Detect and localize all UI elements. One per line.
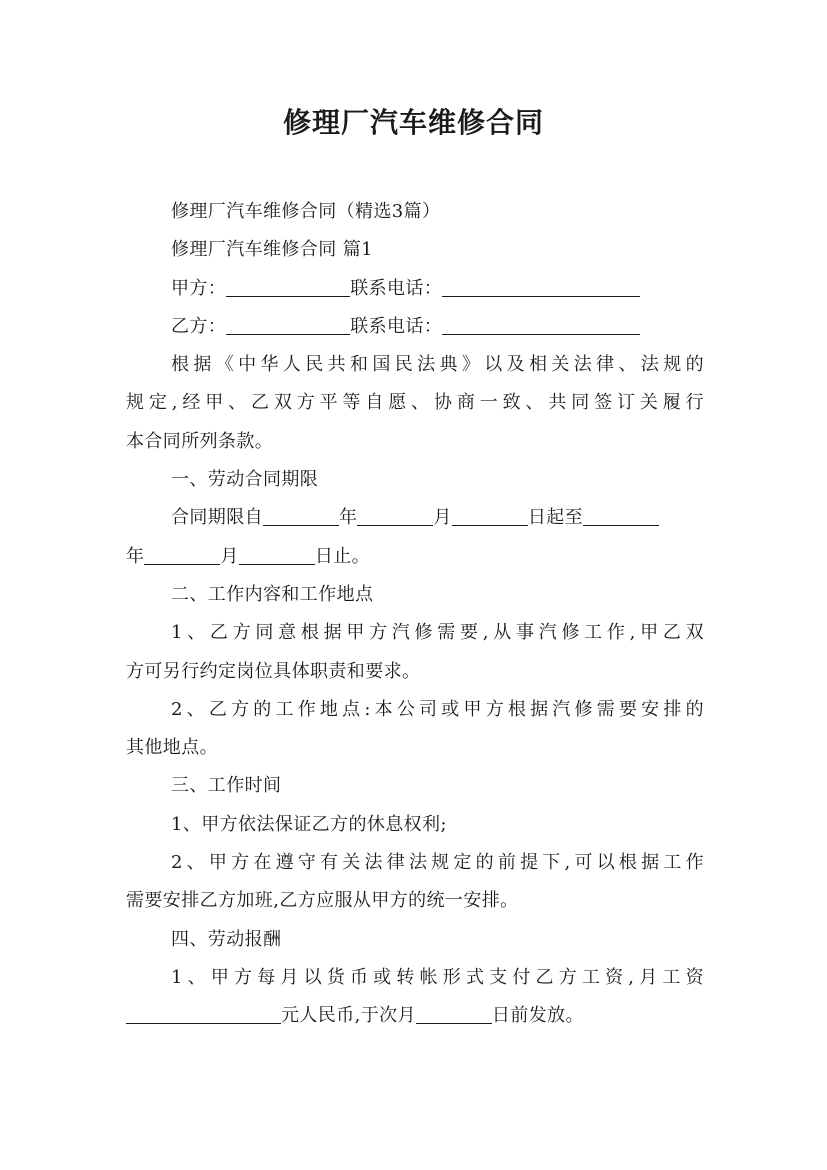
party-b-phone-label: 联系电话：	[350, 315, 443, 337]
part-heading: 修理厂汽车维修合同 篇1	[171, 239, 373, 261]
section-3-item-2-line-1: 2、甲方在遵守有关法律法规定的前提下,可以根据工作	[171, 852, 704, 874]
section-4-heading: 四、劳动报酬	[171, 928, 282, 950]
party-a-line	[126, 270, 704, 308]
document-title: 修理厂汽车维修合同	[282, 106, 544, 139]
party-b-phone-blank[interactable]	[442, 316, 640, 335]
party-b-blank[interactable]	[226, 316, 350, 335]
end-day-blank[interactable]	[239, 546, 315, 565]
term-prefix: 合同期限自	[171, 507, 263, 529]
year-label: 年	[126, 545, 145, 567]
end-month-blank[interactable]	[144, 546, 220, 565]
intro-line-2: 规定,经甲、乙双方平等自愿、协商一致、共同签订关履行	[126, 392, 704, 414]
start-year-blank[interactable]	[263, 507, 339, 526]
day-end-label: 日止。	[314, 545, 371, 567]
party-b-label: 乙方：	[171, 315, 227, 337]
section-1-heading: 一、劳动合同期限	[171, 469, 319, 491]
day-start-label: 日起至	[527, 507, 584, 529]
party-a-phone-label: 联系电话：	[350, 277, 443, 299]
start-month-blank[interactable]	[357, 507, 433, 526]
year-label: 年	[339, 507, 358, 529]
intro-line-1: 根据《中华人民共和国民法典》以及相关法律、法规的	[171, 354, 704, 376]
section-2-item-1-line-2: 方可另行约定岗位具体职责和要求。	[126, 660, 421, 682]
start-day-blank[interactable]	[452, 507, 528, 526]
document-body	[126, 193, 704, 1036]
section-2-item-2-line-2: 其他地点。	[126, 737, 218, 759]
month-label: 月	[433, 507, 452, 529]
party-a-blank[interactable]	[226, 278, 350, 297]
salary-unit: 元人民币,于次月	[281, 1005, 416, 1027]
party-a-label: 甲方：	[171, 277, 227, 299]
payday-suffix: 日前发放。	[491, 1005, 584, 1027]
term-line-1	[126, 499, 704, 537]
party-a-phone-blank[interactable]	[442, 278, 640, 297]
section-3-heading: 三、工作时间	[171, 775, 282, 797]
intro-line-3: 本合同所列条款。	[126, 430, 274, 452]
payday-blank[interactable]	[416, 1005, 492, 1024]
month-label: 月	[220, 545, 239, 567]
section-2-heading: 二、工作内容和工作地点	[171, 583, 374, 605]
term-line-2	[126, 538, 704, 576]
salary-blank[interactable]	[126, 1005, 281, 1024]
section-2-item-2-line-1: 2、乙方的工作地点:本公司或甲方根据汽修需要安排的	[171, 698, 704, 720]
subtitle-line: 修理厂汽车维修合同（精选3篇）	[171, 201, 441, 222]
section-4-item-1-line-1: 1、甲方每月以货币或转帐形式支付乙方工资,月工资	[171, 966, 704, 988]
section-3-item-1: 1、甲方依法保证乙方的休息权利;	[171, 813, 447, 835]
end-year-blank[interactable]	[583, 507, 659, 526]
section-4-item-1-line-2	[126, 997, 704, 1035]
section-2-item-1-line-1: 1、乙方同意根据甲方汽修需要,从事汽修工作,甲乙双	[171, 622, 704, 644]
party-b-line	[126, 308, 704, 346]
section-3-item-2-line-2: 需要安排乙方加班,乙方应服从甲方的统一安排。	[126, 890, 519, 912]
